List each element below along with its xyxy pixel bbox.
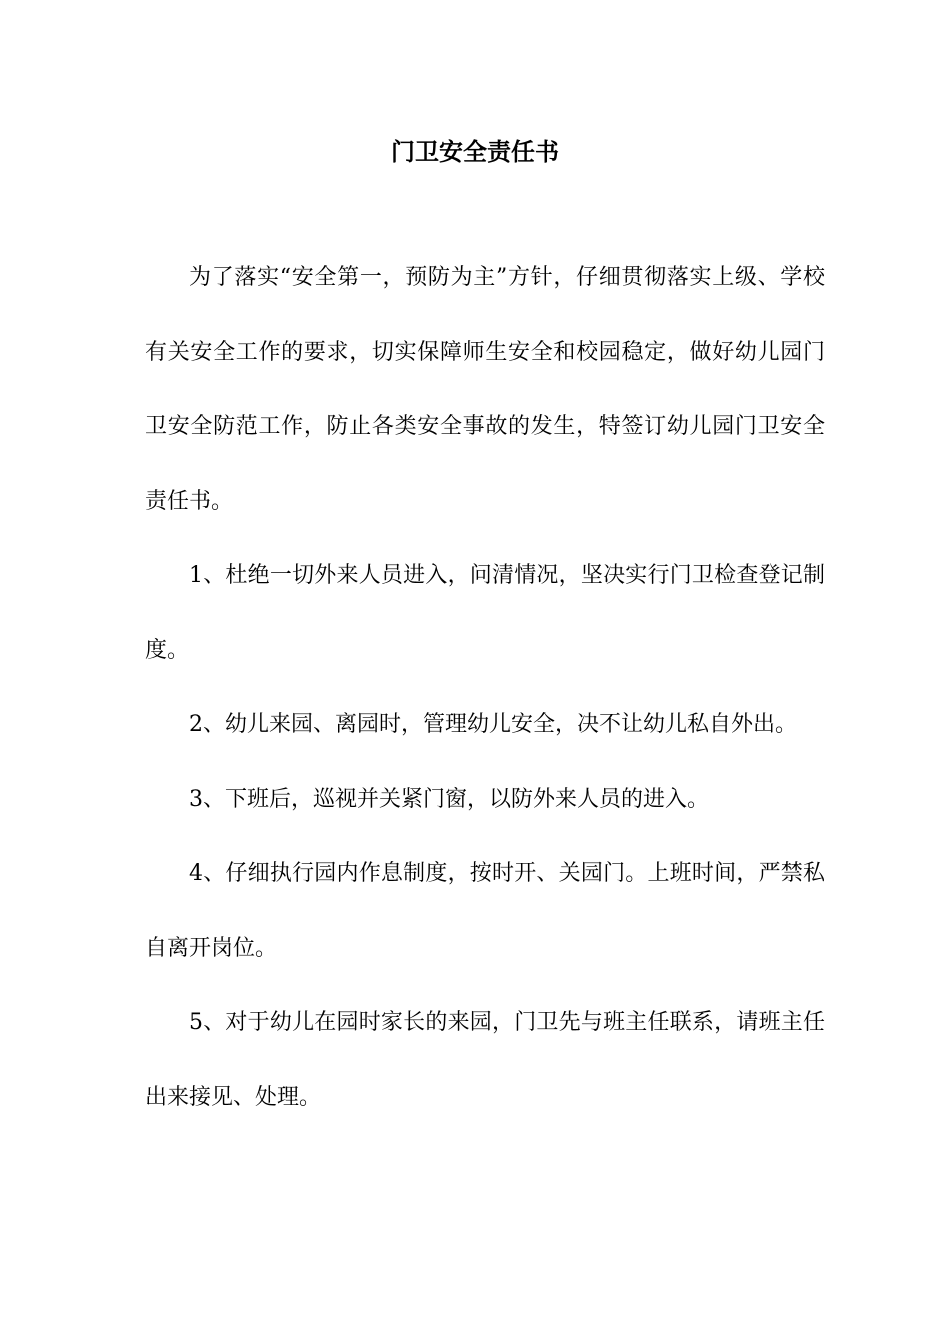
clause-1-paragraph: 1、杜绝一切外来人员进入，问清情况，坚决实行门卫检查登记制度。 [145,563,825,663]
document-body [145,241,825,1135]
document-title: 门卫安全责任书 [391,137,559,166]
clause-2-paragraph: 2、幼儿来园、离园时，管理幼儿安全，决不让幼儿私自外出。 [189,712,797,737]
intro-paragraph: 为了落实“安全第一，预防为主”方针，仔细贯彻落实上级、学校有关安全工作的要求，切实保障师生安全和校园稳定，做好幼儿园门卫安全防范工作，防止各类安全事故的发生，特签订幼儿园门卫安全责任书。 [145,265,825,514]
clause-4-paragraph: 4、仔细执行园内作息制度，按时开、关园门。上班时间，严禁私自离开岗位。 [145,861,825,961]
clause-5-paragraph: 5、对于幼儿在园时家长的来园，门卫先与班主任联系，请班主任出来接见、处理。 [145,1010,825,1110]
clause-3-paragraph: 3、下班后，巡视并关紧门窗，以防外来人员的进入。 [189,786,709,812]
